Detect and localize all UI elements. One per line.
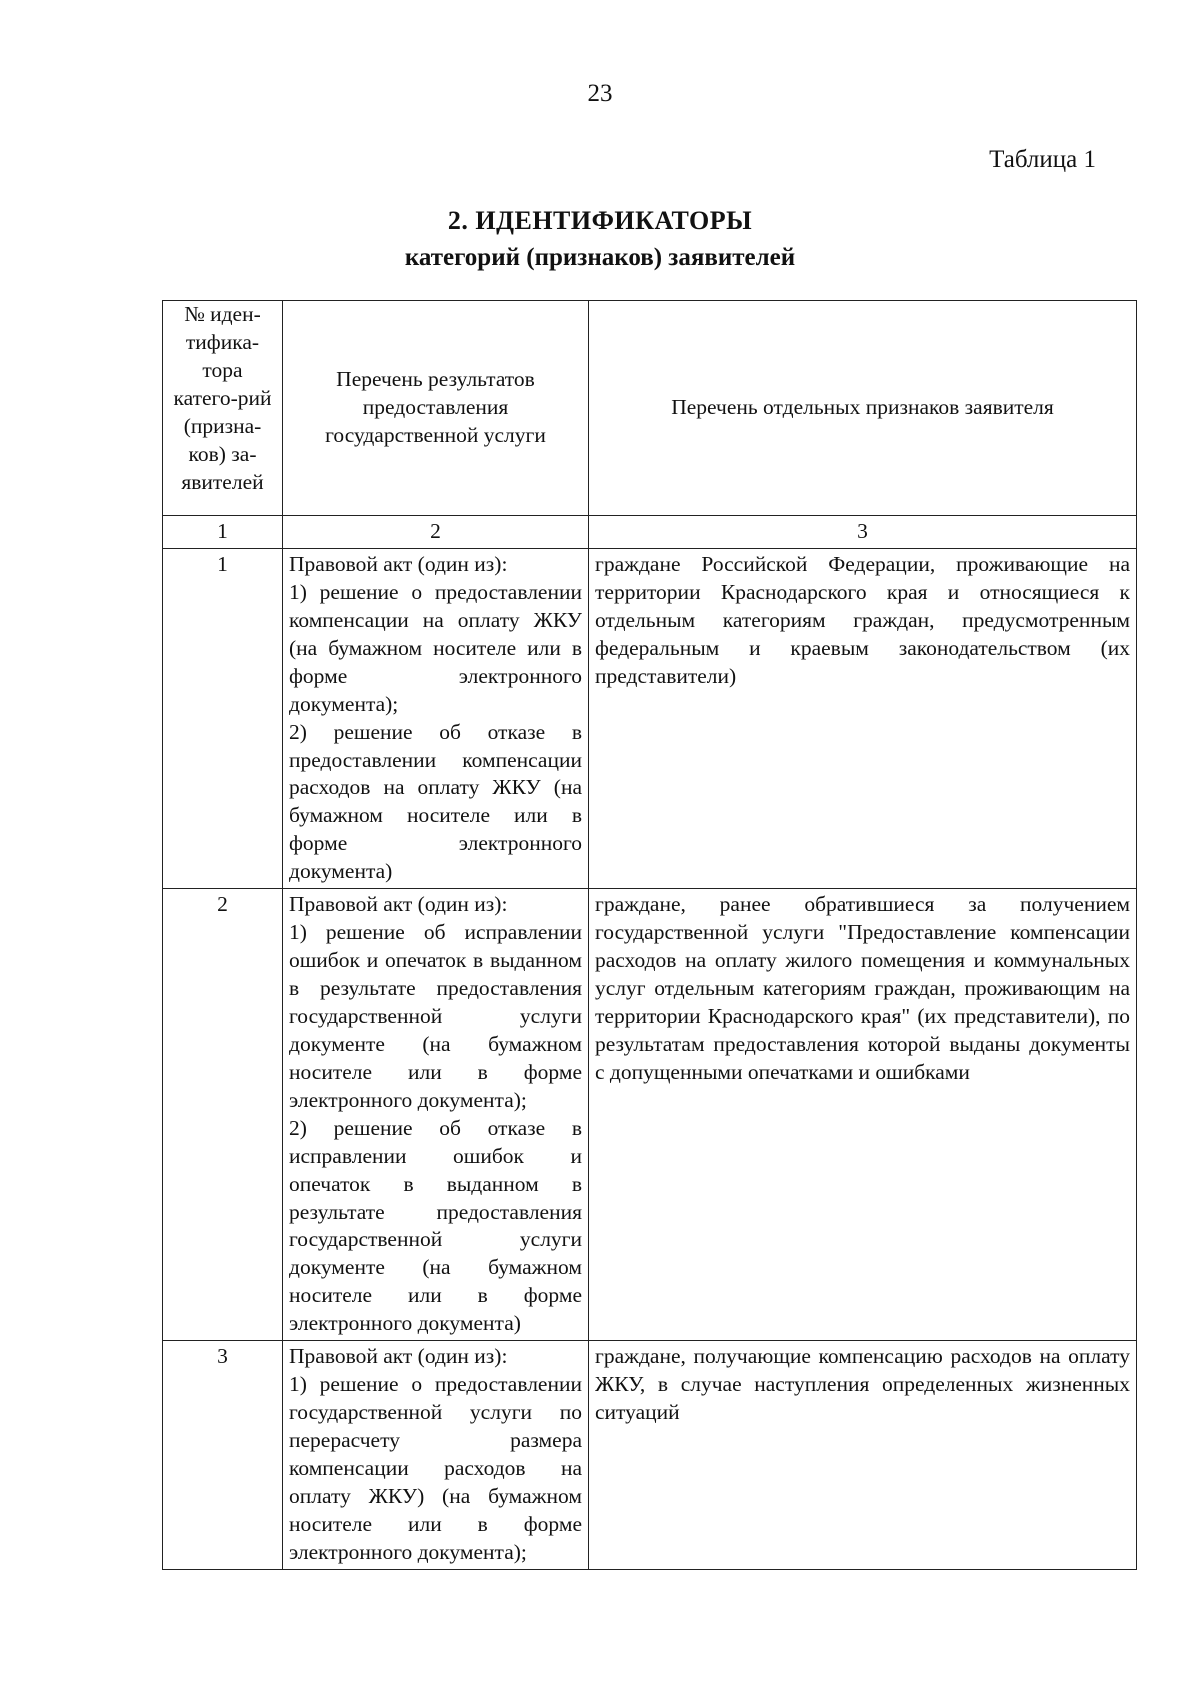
header-identifier-number: № иден-тифика-тора катего-рий (призна-ков) за-явителей	[163, 301, 283, 516]
results-line: Правовой акт (один из):	[289, 551, 508, 576]
document-title: 2. ИДЕНТИФИКАТОРЫ	[447, 206, 753, 235]
results-line: 2) решение об отказе в исправлении ошибок и опечаток в выданном в результате предоставления государственной услуги документе (на бумажном носителе или в форме электронного документа)	[289, 1115, 582, 1336]
document-subtitle: категорий (признаков) заявителей	[404, 244, 796, 271]
identifier-cell: 3	[163, 1341, 283, 1570]
results-line: Правовой акт (один из):	[289, 892, 508, 917]
table-row	[163, 1341, 1137, 1570]
attributes-cell: граждане, получающие компенсацию расходов на оплату ЖКУ, в случае наступления определенных жизненных ситуаций	[589, 1341, 1137, 1570]
results-line: 2) решение об отказе в предоставлении компенсации расходов на оплату ЖКУ (на бумажном носителе или в форме электронного документа)	[289, 719, 582, 884]
table-row	[163, 548, 1137, 888]
table-label: Таблица 1	[989, 146, 1096, 173]
column-number: 2	[283, 516, 589, 549]
column-number: 3	[589, 516, 1137, 549]
page-number: 23	[587, 80, 613, 107]
header-results-list: Перечень результатов предоставления государственной услуги	[283, 301, 589, 516]
column-number: 1	[163, 516, 283, 549]
table-row	[163, 889, 1137, 1341]
header-attributes-list: Перечень отдельных признаков заявителя	[589, 301, 1137, 516]
column-number-row	[163, 516, 1137, 549]
identifier-cell: 1	[163, 548, 283, 888]
results-line: 1) решение об исправлении ошибок и опечаток в выданном в результате предоставления государственной услуги документе (на бумажном носителе или в форме электронного документа);	[289, 920, 582, 1112]
results-cell	[283, 889, 589, 1341]
results-line: Правовой акт (один из):	[289, 1344, 508, 1369]
identifier-cell: 2	[163, 889, 283, 1341]
results-line: 1) решение о предоставлении государственной услуги по перерасчету размера компенсации расходов на оплату ЖКУ) (на бумажном носителе или в форме электронного документа);	[289, 1372, 582, 1564]
identifiers-table	[162, 300, 1137, 1570]
attributes-cell: граждане, ранее обратившиеся за получением государственной услуги "Предоставление компенсации расходов на оплату жилого помещения и коммунальных услуг отдельным категориям граждан, проживающим на территории Краснодарского края" (их представители), по результатам предоставления которой выданы документы с допущенными опечатками и ошибками	[589, 889, 1137, 1341]
results-cell	[283, 548, 589, 888]
attributes-cell: граждане Российской Федерации, проживающие на территории Краснодарского края и относящиеся к отдельным категориям граждан, предусмотренным федеральным и краевым законодательством (их представители)	[589, 548, 1137, 888]
results-line: 1) решение о предоставлении компенсации на оплату ЖКУ (на бумажном носителе или в форме электронного документа);	[289, 579, 582, 716]
table-header-row	[163, 301, 1137, 516]
results-cell	[283, 1341, 589, 1570]
